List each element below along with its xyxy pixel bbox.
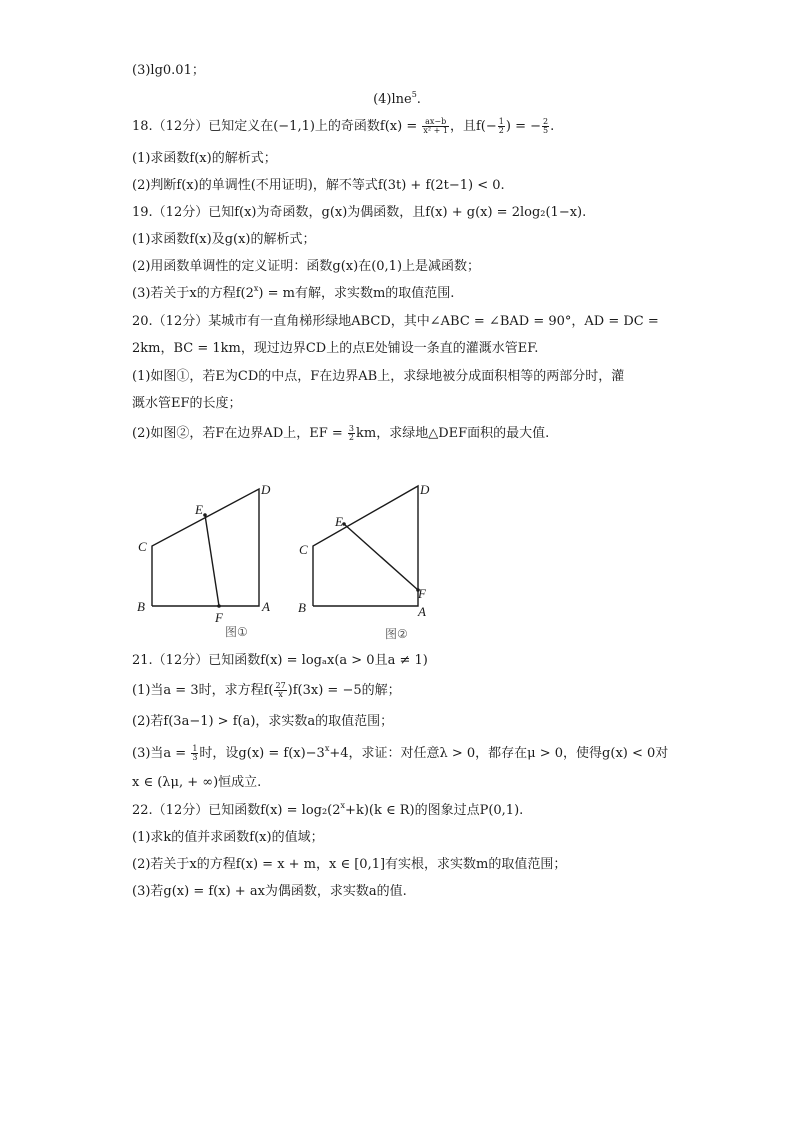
q21-fraction-denominator: x — [278, 690, 283, 699]
fig1-point-f — [217, 604, 221, 608]
q18-fraction-3 — [542, 118, 549, 135]
fig2-segment-ef — [344, 524, 418, 590]
fig1-label-b: B — [137, 599, 145, 614]
fig1-label-c: C — [138, 539, 147, 554]
q19-part-1: (1)求函数f(x)及g(x)的解析式； — [132, 232, 316, 247]
q22-part-2: (2)若关于x的方程f(x) = x + m，x ∈ [0,1]有实根，求实数m的取值范围； — [132, 857, 567, 872]
q18-text-mid: ，且f(− — [449, 119, 497, 134]
q21-fraction-numerator: 27 — [275, 681, 286, 690]
figure-1 — [137, 482, 271, 639]
item-4-exponent: 5 — [411, 90, 417, 99]
q19-part-3-end: ) = m有解，求实数m的取值范围. — [258, 286, 455, 301]
q22-text: 22.（12分）已知函数f(x) = log₂(2 — [132, 803, 341, 818]
q18-fraction-denominator: x² + 1 — [423, 126, 448, 135]
fig1-label-f: F — [215, 610, 223, 625]
q21-fraction-2 — [191, 745, 198, 762]
fig2-label-a: A — [418, 604, 426, 619]
q19-part-2: (2)用函数单调性的定义证明：函数g(x)在(0,1)上是减函数； — [132, 259, 481, 274]
q21-fraction — [274, 682, 286, 699]
q22-part-1: (1)求k的值并求函数f(x)的值域； — [132, 830, 324, 845]
q18-text: 18.（12分）已知定义在(−1,1)上的奇函数f(x) = — [132, 119, 422, 134]
q20-part-2 — [132, 425, 549, 442]
q19-part-3 — [132, 286, 454, 302]
q18-fraction-2-numerator: 1 — [498, 117, 504, 126]
fig2-label-d: D — [420, 482, 430, 497]
q21-part-1-end: )f(3x) = −5的解； — [287, 683, 401, 698]
q21-part-1-text: (1)当a = 3时，求方程f( — [132, 683, 274, 698]
q20-fraction — [348, 425, 355, 442]
fig1-point-e — [203, 513, 207, 517]
fig2-label-b: B — [298, 600, 306, 615]
q19-stem: 19.（12分）已知f(x)为奇函数，g(x)为偶函数，且f(x) + g(x) = 2log₂(1−x). — [132, 205, 587, 220]
q18-fraction-numerator: ax−b — [422, 118, 449, 127]
q20-part-2-text: (2)如图②，若F在边界AD上，EF = — [132, 426, 347, 441]
q21-part-1 — [132, 682, 401, 699]
q18-part-1: (1)求函数f(x)的解析式； — [132, 151, 277, 166]
q22-text-end: +k)(k ∈ R)的图象过点P(0,1). — [345, 803, 524, 818]
q21-fraction-2-denominator: 3 — [192, 753, 198, 762]
q21-part-3-mid: 时，设g(x) = f(x)−3 — [199, 746, 325, 761]
q20-part-1-cont: 溉水管EF的长度； — [132, 396, 242, 411]
fig2-label-e: E — [335, 514, 343, 529]
q21-part-3-text: (3)当a = — [132, 746, 191, 761]
q20-part-2-end: km，求绿地△DEF面积的最大值. — [356, 426, 550, 441]
item-3: (3)lg0.01； — [132, 63, 205, 78]
fig2-trapezoid — [313, 486, 418, 606]
q18-fraction-2 — [498, 118, 505, 135]
fig1-label-e: E — [195, 502, 203, 517]
item-4 — [0, 92, 794, 108]
q20-stem: 20.（12分）某城市有一直角梯形绿地ABCD，其中∠ABC = ∠BAD = 90°，AD = DC = — [132, 314, 659, 329]
q21-part-3 — [132, 745, 668, 762]
q18-stem — [132, 118, 554, 135]
fig2-label-c: C — [299, 542, 308, 557]
fig1-trapezoid — [152, 489, 259, 606]
q18-fraction — [422, 118, 449, 135]
q18-fraction-3-denominator: 5 — [542, 126, 549, 135]
q22-exponent: x — [340, 801, 346, 810]
q19-part-3-exponent: x — [253, 284, 259, 293]
q21-stem: 21.（12分）已知函数f(x) = logₐx(a > 0且a ≠ 1) — [132, 653, 428, 668]
q21-part-3-exponent: x — [324, 744, 330, 753]
q18-fraction-3-numerator: 2 — [542, 117, 549, 126]
fig1-label-d: D — [261, 482, 271, 497]
q22-stem — [132, 803, 523, 819]
q21-part-2: (2)若f(3a−1) > f(a)，求实数a的取值范围； — [132, 714, 394, 729]
figure-2 — [298, 482, 430, 641]
q18-text-mid2: ) = − — [505, 119, 541, 134]
fig2-label-f: F — [418, 586, 426, 601]
figures — [128, 476, 458, 646]
q21-part-3-cont: x ∈ (λμ, + ∞)恒成立. — [132, 775, 262, 790]
q20-stem-cont: 2km，BC = 1km，现过边界CD上的点E处铺设一条直的灌溉水管EF. — [132, 341, 539, 356]
q20-fraction-numerator: 3 — [348, 424, 355, 433]
q20-fraction-denominator: 2 — [348, 433, 355, 442]
q19-part-3-text: (3)若关于x的方程f(2 — [132, 286, 254, 301]
q18-text-end: . — [550, 119, 555, 134]
item-4-end: . — [416, 92, 421, 107]
q18-part-2: (2)判断f(x)的单调性(不用证明)，解不等式f(3t) + f(2t−1) < 0. — [132, 178, 505, 193]
item-4-text: (4)lne — [373, 92, 412, 107]
q21-part-3-end: +4，求证：对任意λ > 0，都存在μ > 0，使得g(x) < 0对 — [329, 746, 669, 761]
fig1-caption: 图① — [225, 625, 248, 639]
q18-fraction-2-denominator: 2 — [498, 126, 504, 135]
q22-part-3: (3)若g(x) = f(x) + ax为偶函数，求实数a的值. — [132, 884, 407, 899]
fig2-caption: 图② — [385, 627, 408, 641]
fig1-segment-ef — [205, 515, 219, 606]
q21-fraction-2-numerator: 1 — [192, 744, 198, 753]
fig1-label-a: A — [262, 599, 270, 614]
q20-part-1: (1)如图①，若E为CD的中点，F在边界AB上，求绿地被分成面积相等的两部分时，灌 — [132, 369, 625, 384]
